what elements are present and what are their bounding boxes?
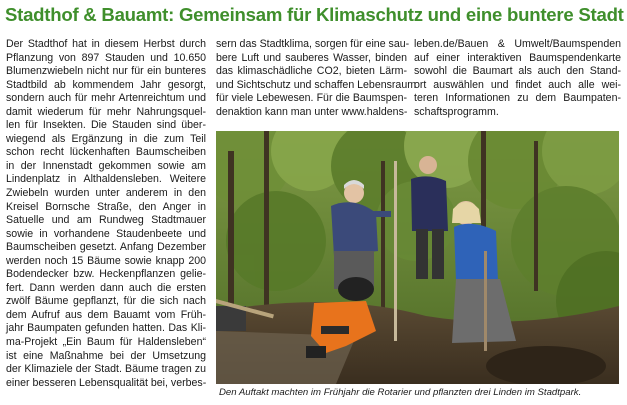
text-line: das klimaschädliche CO2, bieten Lärm-	[216, 65, 407, 78]
text-line: sowohl die Baumart als auch den Stand-	[414, 65, 621, 78]
text-line: ist eine Maßnahme bei der Umsetzung	[6, 349, 206, 362]
text-line: Pflanzung von 897 Stauden und 10.650	[6, 51, 206, 64]
article-column-2	[216, 38, 417, 119]
article-column-1	[6, 38, 206, 390]
text-line: in der Innenstadt gekommen sowie am	[6, 159, 206, 172]
text-line: werden noch 15 Bäume sowie knapp 200	[6, 254, 206, 267]
text-line: fert. Dann werden dann auch die ersten	[6, 281, 206, 294]
text-line: sern das Stadtklima, sorgen für eine sau-	[216, 38, 410, 50]
text-line: ma-Projekt „Ein Baum für Haldensleben“	[6, 336, 206, 349]
text-line: Kreisel Bornsche Straße, den Anger in	[6, 200, 206, 213]
text-line: auf einer interaktiven Baumspendenkarte	[414, 51, 621, 64]
text-line: einer besseren Lebensqualität bei, verbes-	[6, 376, 207, 389]
text-line: ort auswählen und findet auch alle wei-	[414, 78, 621, 91]
text-line: dem Aufruf aus dem Bauamt vom Früh-	[6, 308, 206, 321]
text-line: bere Luft und sauberes Wasser, binden	[216, 51, 407, 64]
text-line: leben.de/Bauen & Umwelt/Baumspenden	[414, 38, 621, 50]
article-photo	[216, 131, 619, 384]
text-line: zwölf Bäume gepflanzt, für die sich nach	[6, 295, 206, 308]
text-line: Zwiebeln wurden unter anderem in den	[6, 187, 206, 200]
text-line: Der Stadthof hat in diesem Herbst durch	[6, 38, 206, 50]
text-line: schon recht lückenhaften Baumscheiben	[6, 146, 206, 159]
text-line: damit wiederum für mehr Nahrungsquel-	[6, 105, 206, 118]
photo-young-tree	[394, 161, 397, 341]
article-headline: Stadthof & Bauamt: Gemeinsam für Klimaschutz und eine buntere Stadt	[5, 4, 624, 25]
text-line: Lindenplatz in Althaldensleben. Weitere	[6, 173, 206, 186]
text-line: teren Informationen zu dem Baumpaten-	[414, 92, 621, 105]
text-line: denaktion kann man unter www.haldens-	[216, 105, 408, 118]
text-line: für viele Lebewesen. Für die Baumspen-	[216, 92, 407, 105]
text-line: wiegend als Ergänzung in die zum Teil	[6, 132, 206, 145]
text-line: jahr Baumpaten gefunden hatten. Das Kli-	[6, 322, 206, 335]
article-column-3	[414, 38, 621, 119]
text-line: Satuelle und am Rundweg Stadtmauer	[6, 214, 206, 227]
text-line: Bodendecker bzw. Heckenpflanzen gelie-	[6, 268, 206, 281]
text-line: schaftsprogramm.	[414, 105, 499, 118]
photo-caption: Den Auftakt machten im Frühjahr die Rotarier und pflanzten drei Linden im Stadtpark.	[219, 387, 582, 398]
text-line: Baumscheiben gesetzt. Anfang Dezember	[6, 241, 206, 254]
text-line: len für Insekten. Die Stauden sind über-	[6, 119, 206, 132]
text-line: sondern auch für mehr Artenreichtum und	[6, 92, 206, 105]
text-line: der Klimaziele der Stadt. Bäume tragen zu	[6, 363, 206, 376]
text-line: Stadtbild ab kommendem Jahr gesorgt,	[6, 78, 206, 91]
text-line: sowie in vorhandene Staudenbeete und	[6, 227, 206, 240]
text-line: und Sichtschutz und schaffen Lebensraum	[216, 78, 417, 91]
text-line: Blumenzwiebeln nicht nur für ein bunteres	[6, 65, 206, 78]
